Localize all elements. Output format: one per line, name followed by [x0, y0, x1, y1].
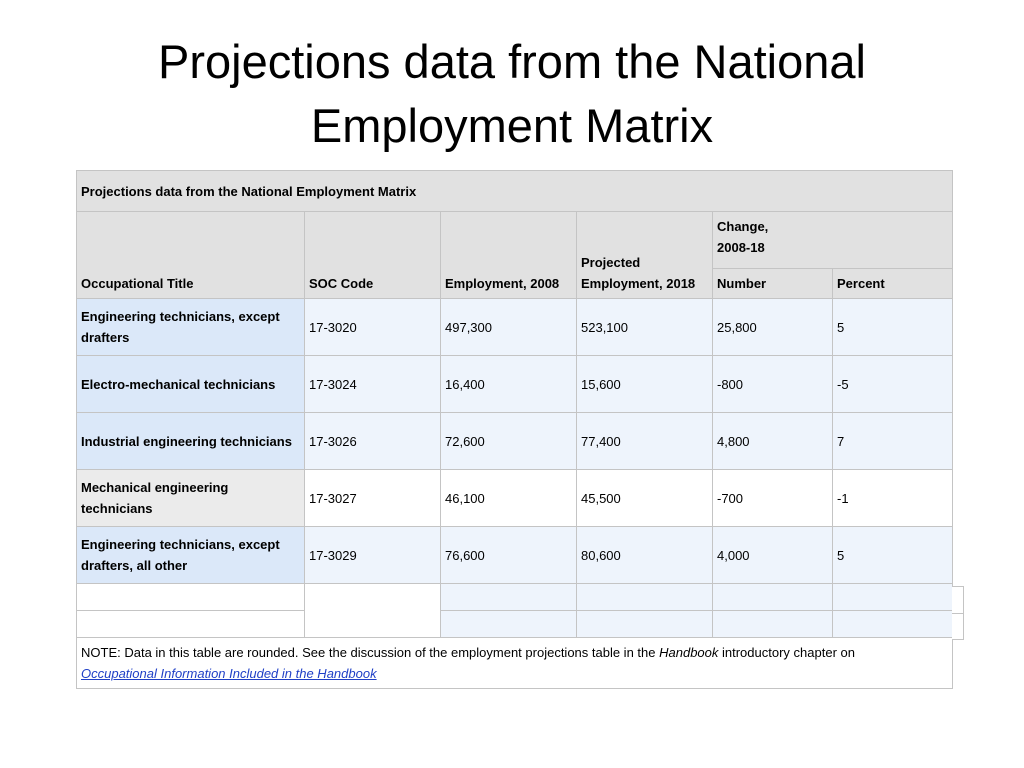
header-projected-employment [577, 212, 713, 299]
row-employment-2008: 46,100 [441, 470, 577, 527]
empty-cell [833, 611, 953, 638]
slide-title [60, 30, 964, 158]
row-change-number: 4,000 [713, 527, 833, 584]
empty-cell [441, 611, 577, 638]
table-row [77, 470, 953, 527]
table-caption-row [77, 171, 953, 212]
row-employment-2008: 76,600 [441, 527, 577, 584]
row-employment-2018: 77,400 [577, 413, 713, 470]
trailing-cell [952, 613, 964, 640]
row-employment-2008: 72,600 [441, 413, 577, 470]
empty-cell [713, 611, 833, 638]
note-row [77, 638, 953, 689]
empty-cell [77, 584, 305, 611]
header-number: Number [713, 269, 833, 299]
row-employment-2008: 16,400 [441, 356, 577, 413]
empty-cell [713, 584, 833, 611]
row-soc-code: 17-3020 [305, 299, 441, 356]
projections-table [76, 170, 953, 689]
header-row [77, 212, 953, 269]
table-caption: Projections data from the National Employment Matrix [77, 171, 953, 212]
row-change-percent: 5 [833, 299, 953, 356]
row-title: Engineering technicians, except drafters, all other [77, 527, 305, 584]
row-change-number: -800 [713, 356, 833, 413]
table-row [77, 527, 953, 584]
header-projected-line2: Employment, 2018 [581, 276, 696, 291]
row-soc-code: 17-3026 [305, 413, 441, 470]
row-employment-2018: 523,100 [577, 299, 713, 356]
row-employment-2008: 497,300 [441, 299, 577, 356]
row-title: Industrial engineering technicians [77, 413, 305, 470]
note-suffix: introductory chapter on [718, 645, 855, 660]
table-row [77, 299, 953, 356]
header-change-line1: Change, [717, 219, 769, 234]
empty-row [77, 584, 953, 611]
table-note [77, 638, 953, 689]
empty-cell [305, 584, 441, 638]
slide-title-line1: Projections data from the National [158, 35, 866, 88]
empty-row [77, 611, 953, 638]
row-employment-2018: 80,600 [577, 527, 713, 584]
row-soc-code: 17-3027 [305, 470, 441, 527]
note-prefix: NOTE: Data in this table are rounded. See the discussion of the employment projections table in the [81, 645, 660, 660]
occupational-info-link[interactable]: Occupational Information Included in the Handbook [81, 666, 377, 681]
empty-cell [441, 584, 577, 611]
header-occupational-title: Occupational Title [77, 212, 305, 299]
row-change-percent: 7 [833, 413, 953, 470]
row-change-number: 4,800 [713, 413, 833, 470]
header-change-line2: 2008-18 [717, 240, 765, 255]
slide-title-line2: Employment Matrix [310, 99, 714, 152]
row-change-percent: -5 [833, 356, 953, 413]
header-change [713, 212, 953, 269]
note-handbook: Handbook [659, 645, 719, 660]
empty-cell [833, 584, 953, 611]
row-title: Mechanical engineering technicians [77, 470, 305, 527]
table-row [77, 356, 953, 413]
row-title: Electro-mechanical technicians [77, 356, 305, 413]
empty-cell [77, 611, 305, 638]
header-soc-code: SOC Code [305, 212, 441, 299]
row-soc-code: 17-3024 [305, 356, 441, 413]
header-projected-line1: Projected [581, 255, 641, 270]
trailing-cell [952, 586, 964, 614]
row-title: Engineering technicians, except drafters [77, 299, 305, 356]
row-employment-2018: 45,500 [577, 470, 713, 527]
header-employment-2008: Employment, 2008 [441, 212, 577, 299]
row-change-percent: -1 [833, 470, 953, 527]
header-percent: Percent [833, 269, 953, 299]
row-employment-2018: 15,600 [577, 356, 713, 413]
row-change-number: -700 [713, 470, 833, 527]
empty-cell [577, 584, 713, 611]
row-soc-code: 17-3029 [305, 527, 441, 584]
table-row [77, 413, 953, 470]
row-change-percent: 5 [833, 527, 953, 584]
row-change-number: 25,800 [713, 299, 833, 356]
empty-cell [577, 611, 713, 638]
